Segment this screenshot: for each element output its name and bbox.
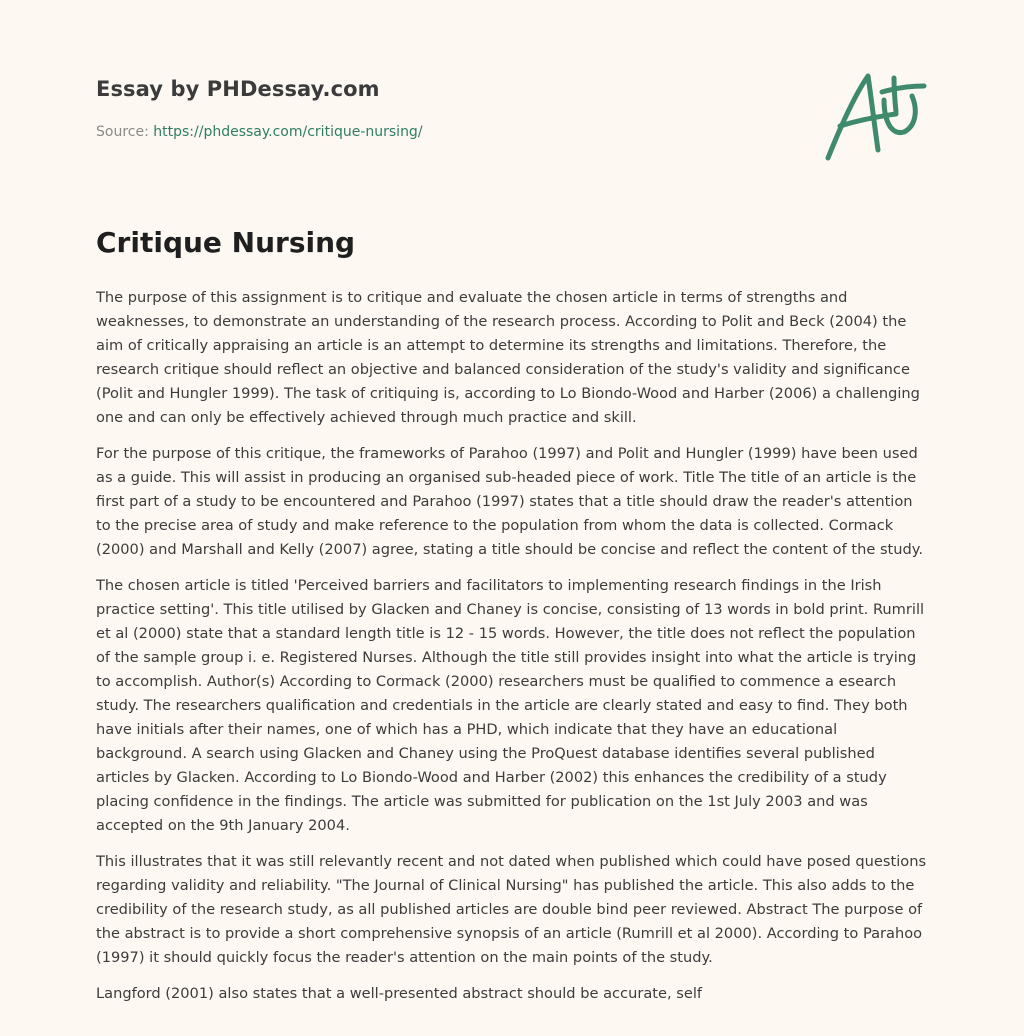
page-header bbox=[96, 0, 928, 259]
essay-title: Critique Nursing bbox=[96, 226, 356, 259]
essay-body bbox=[96, 286, 928, 1018]
paragraph-3: The chosen article is titled 'Perceived barriers and facilitators to implementing research findings in the Irish practice setting'. This title utilised by Glacken and Chaney is concise, consisting of 13 words in bold print. Rumrill et al (2000) state that a standard length title is 12 - 15 words. However, the title does not reflect the population of the sample group i. e. Registered Nurses. Although the title still provides insight into what the article is trying to accomplish. Author(s) According to Cormack (2000) researchers must be qualified to commence a esearch study. The researchers qualification and credentials in the article are clearly stated and easy to find. They both have initials after their names, one of which has a PHD, which indicate that they have an educational background. A search using Glacken and Chaney using the ProQuest database identifies several published articles by Glacken. According to Lo Biondo-Wood and Harber (2002) this enhances the credibility of a study placing confidence in the findings. The article was submitted for publication on the 1st July 2003 and was accepted on the 9th January 2004. bbox=[96, 577, 925, 834]
paragraph-1: The purpose of this assignment is to critique and evaluate the chosen article in terms of strengths and weaknesses, to demonstrate an understanding of the research process. According to Polit and Beck (2004) the aim of critically appraising an article is an attempt to determine its strengths and limitations. Therefore, the research critique should reflect an objective and balanced consideration of the study's validity and significance (Polit and Hungler 1999). The task of critiquing is, according to Lo Biondo-Wood and Harber (2006) a challenging one and can only be effectively achieved through much practice and skill. bbox=[96, 289, 920, 426]
paragraph-5: Langford (2001) also states that a well-presented abstract should be accurate, self bbox=[96, 985, 703, 1002]
paragraph-2: For the purpose of this critique, the frameworks of Parahoo (1997) and Polit and Hungler (1999) have been used as a guide. This will assist in producing an organised sub-headed piece of work. Title The title of an article is the first part of a study to be encountered and Parahoo (1997) states that a title should draw the reader's attention to the precise area of study and make reference to the population from whom the data is collected. Cormack (2000) and Marshall and Kelly (2007) agree, stating a title should be concise and reflect the content of the study. bbox=[96, 445, 923, 558]
a-plus-grade-icon bbox=[824, 66, 928, 166]
source-label: Source: bbox=[96, 124, 154, 140]
essay-page bbox=[96, 0, 928, 1002]
site-brand: Essay by PHDessay.com bbox=[96, 77, 380, 101]
source-line bbox=[96, 124, 423, 140]
paragraph-4: This illustrates that it was still relevantly recent and not dated when published which could have posed questions regarding validity and reliability. "The Journal of Clinical Nursing" has published the article. This also adds to the credibility of the research study, as all published articles are double bind peer reviewed. Abstract The purpose of the abstract is to provide a short comprehensive synopsis of an article (Rumrill et al 2000). According to Parahoo (1997) it should quickly focus the reader's attention on the main points of the study. bbox=[96, 853, 927, 966]
source-link[interactable]: https://phdessay.com/critique-nursing/ bbox=[153, 124, 423, 140]
